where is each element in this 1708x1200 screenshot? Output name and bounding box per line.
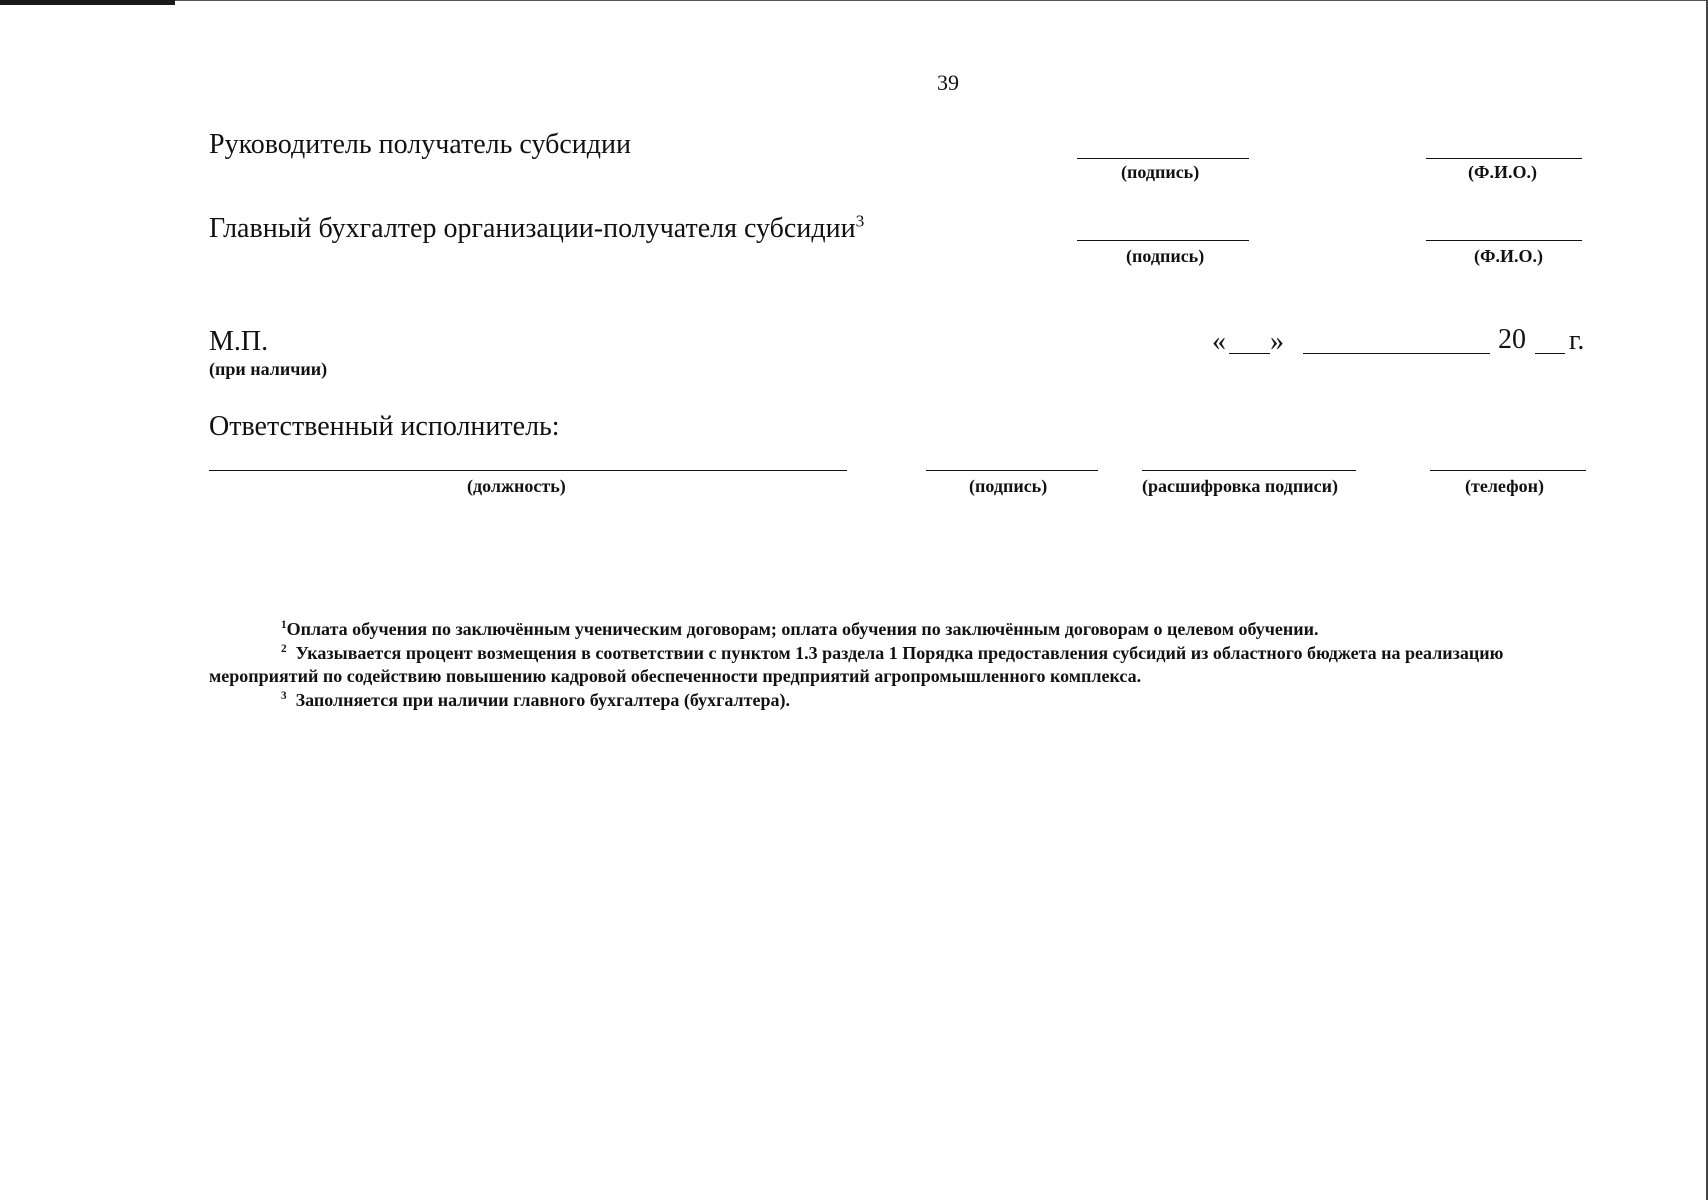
date-year-prefix: 20: [1498, 324, 1526, 355]
signature-line: [1077, 158, 1249, 159]
executor-heading: Ответственный исполнитель:: [209, 411, 560, 442]
position-caption: (должность): [467, 476, 566, 496]
footnote-mark: 1: [281, 619, 287, 631]
position-line: [209, 470, 847, 471]
phone-line: [1430, 470, 1586, 471]
name-line: [1426, 240, 1582, 241]
signatory-title-head: Руководитель получатель субсидии: [209, 129, 631, 160]
date-month-line: [1303, 353, 1490, 354]
footnote-1: $^1$Оплата обучения по заключённым ученическим договорам; оплата обучения по заключённым договорам о целевом обучении.: [281, 619, 1319, 639]
footnote-mark: 2: [281, 643, 287, 655]
date-year-line: [1535, 353, 1565, 354]
date-open-quote: «: [1212, 326, 1226, 357]
name-caption: (Ф.И.О.): [1474, 246, 1543, 266]
name-caption: (Ф.И.О.): [1468, 162, 1537, 182]
signature-caption: (подпись): [1121, 162, 1200, 182]
decoding-caption: (расшифровка подписи): [1142, 476, 1338, 496]
date-day-line: [1229, 353, 1270, 354]
page-number: 39: [937, 70, 959, 95]
date-close-quote: »: [1270, 326, 1284, 357]
scan-edge: [0, 0, 175, 5]
decoding-line: [1142, 470, 1356, 471]
signature-line: [1077, 240, 1249, 241]
signature-caption: (подпись): [1126, 246, 1205, 266]
date-year-suffix: г.: [1569, 325, 1585, 356]
footnote-ref: 3: [855, 211, 865, 231]
signature-caption: (подпись): [969, 476, 1048, 496]
stamp-label: М.П.: [209, 326, 269, 357]
signatory-title-accountant: Главный бухгалтер организации-получателя субсидии$^3$: [209, 211, 865, 244]
phone-caption: (телефон): [1465, 476, 1544, 496]
footnote-2: $^2$ Указывается процент возмещения в соответствии с пунктом 1.3 раздела 1 Порядка предоставления субсидий из областного бюджета на реализацию: [281, 643, 1504, 663]
footnote-2-continuation: мероприятий по содействию повышению кадровой обеспеченности предприятий агропромышленного комплекса.: [209, 666, 1142, 686]
signature-line: [926, 470, 1098, 471]
name-line: [1426, 158, 1582, 159]
stamp-note: (при наличии): [209, 359, 328, 379]
footnote-3: $^3$ Заполняется при наличии главного бухгалтера (бухгалтера).: [281, 690, 790, 710]
scan-edge: [175, 0, 1708, 1]
footnote-mark: 3: [281, 690, 287, 702]
